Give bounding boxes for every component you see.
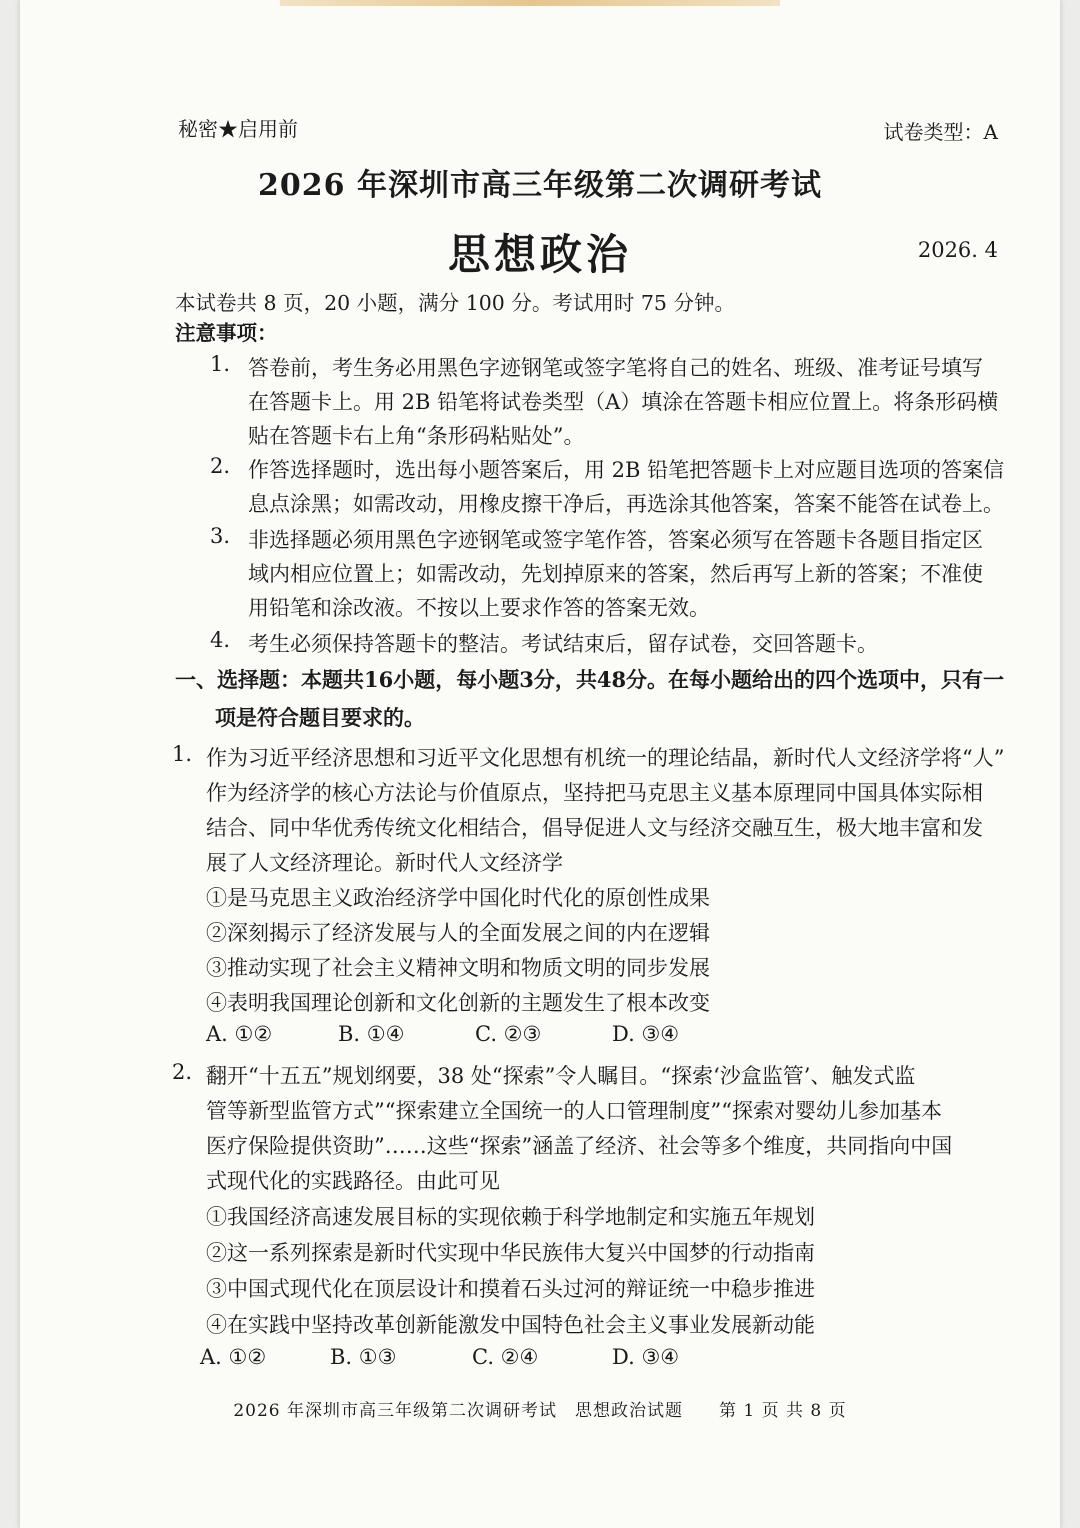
answer-option-b: B. ①③ xyxy=(330,1345,397,1369)
note-line: 用铅笔和涂改液。不按以上要求作答的答案无效。 xyxy=(248,596,710,620)
answer-option-c: C. ②③ xyxy=(475,1022,542,1046)
answer-option-b: B. ①④ xyxy=(338,1022,405,1046)
question-stem-line: 式现代化的实践路径。由此可见 xyxy=(206,1169,500,1193)
note-number: 1. xyxy=(210,352,231,376)
answer-option-a: A. ①② xyxy=(200,1345,267,1369)
note-number: 3. xyxy=(210,524,231,548)
subject-title: 思想政治 xyxy=(447,230,632,279)
question-number: 2. xyxy=(172,1060,193,1084)
question-number: 1. xyxy=(172,742,193,766)
page-footer: 2026 年深圳市高三年级第二次调研考试 思想政治试题 第 1 页 共 8 页 xyxy=(233,1401,847,1421)
question-stem-line: 展了人文经济理论。新时代人文经济学 xyxy=(206,851,563,875)
question-stem-line: 医疗保险提供资助”……这些“探索”涵盖了经济、社会等多个维度，共同指向中国 xyxy=(206,1134,953,1158)
section-heading: 一、选择题：本题共16小题，每小题3分，共48分。在每小题给出的四个选项中，只有一 xyxy=(175,667,1005,692)
answer-option-d: D. ③④ xyxy=(612,1345,680,1369)
exam-paper-sheet xyxy=(20,0,1060,1528)
note-number: 4. xyxy=(210,628,231,652)
note-number: 2. xyxy=(210,454,231,478)
note-line: 息点涂黑；如需改动，用橡皮擦干净后，再选涂其他答案，答案不能答在试卷上。 xyxy=(248,492,1004,516)
question-stem-line: 管等新型监管方式”“探索建立全国统一的人口管理制度”“探索对婴幼儿参加基本 xyxy=(206,1099,942,1123)
question-item: ③中国式现代化在顶层设计和摸着石头过河的辩证统一中稳步推进 xyxy=(206,1277,815,1301)
note-line: 域内相应位置上；如需改动，先划掉原来的答案，然后再写上新的答案；不准使 xyxy=(248,562,983,586)
top-edge-strip xyxy=(280,0,780,6)
note-line: 贴在答题卡右上角“条形码粘贴处”。 xyxy=(248,424,585,448)
answer-option-a: A. ①② xyxy=(206,1022,273,1046)
note-line: 在答题卡上。用 2B 铅笔将试卷类型（A）填涂在答题卡相应位置上。将条形码横 xyxy=(248,390,999,414)
exam-title: 2026 年深圳市高三年级第二次调研考试 xyxy=(258,168,822,203)
answer-option-d: D. ③④ xyxy=(612,1022,680,1046)
question-stem-line: 作为经济学的核心方法论与价值原点，坚持把马克思主义基本原理同中国具体实际相 xyxy=(206,781,983,805)
question-item: ①是马克思主义政治经济学中国化时代化的原创性成果 xyxy=(206,886,710,910)
question-item: ③推动实现了社会主义精神文明和物质文明的同步发展 xyxy=(206,956,710,980)
notice-title: 注意事项： xyxy=(175,321,278,345)
question-item: ④表明我国理论创新和文化创新的主题发生了根本改变 xyxy=(206,991,710,1015)
question-stem-line: 结合、同中华优秀传统文化相结合，倡导促进人文与经济交融互生，极大地丰富和发 xyxy=(206,816,983,840)
answer-option-c: C. ②④ xyxy=(472,1345,539,1369)
question-stem-line: 作为习近平经济思想和习近平文化思想有机统一的理论结晶，新时代人文经济学将“人” xyxy=(206,746,1005,770)
paper-type-label: 试卷类型：A xyxy=(883,120,998,144)
note-line: 考生必须保持答题卡的整洁。考试结束后，留存试卷，交回答题卡。 xyxy=(248,632,878,656)
question-item: ①我国经济高速发展目标的实现依赖于科学地制定和实施五年规划 xyxy=(206,1205,815,1229)
question-item: ②这一系列探索是新时代实现中华民族伟大复兴中国梦的行动指南 xyxy=(206,1241,815,1265)
secret-label: 秘密★启用前 xyxy=(178,117,298,141)
question-item: ②深刻揭示了经济发展与人的全面发展之间的内在逻辑 xyxy=(206,921,710,945)
note-line: 作答选择题时，选出每小题答案后，用 2B 铅笔把答题卡上对应题目选项的答案信 xyxy=(248,458,1005,482)
exam-date: 2026. 4 xyxy=(917,238,998,262)
intro-text: 本试卷共 8 页，20 小题，满分 100 分。考试用时 75 分钟。 xyxy=(175,291,735,315)
note-line: 答卷前，考生务必用黑色字迹钢笔或签字笔将自己的姓名、班级、准考证号填写 xyxy=(248,356,983,380)
note-line: 非选择题必须用黑色字迹钢笔或签字笔作答，答案必须写在答题卡各题目指定区 xyxy=(248,528,983,552)
section-heading-continued: 项是符合题目要求的。 xyxy=(215,705,425,730)
question-item: ④在实践中坚持改革创新能激发中国特色社会主义事业发展新动能 xyxy=(206,1313,815,1337)
question-stem-line: 翻开“十五五”规划纲要，38 处“探索”令人瞩目。“探索‘沙盒监管’、触发式监 xyxy=(206,1064,916,1088)
